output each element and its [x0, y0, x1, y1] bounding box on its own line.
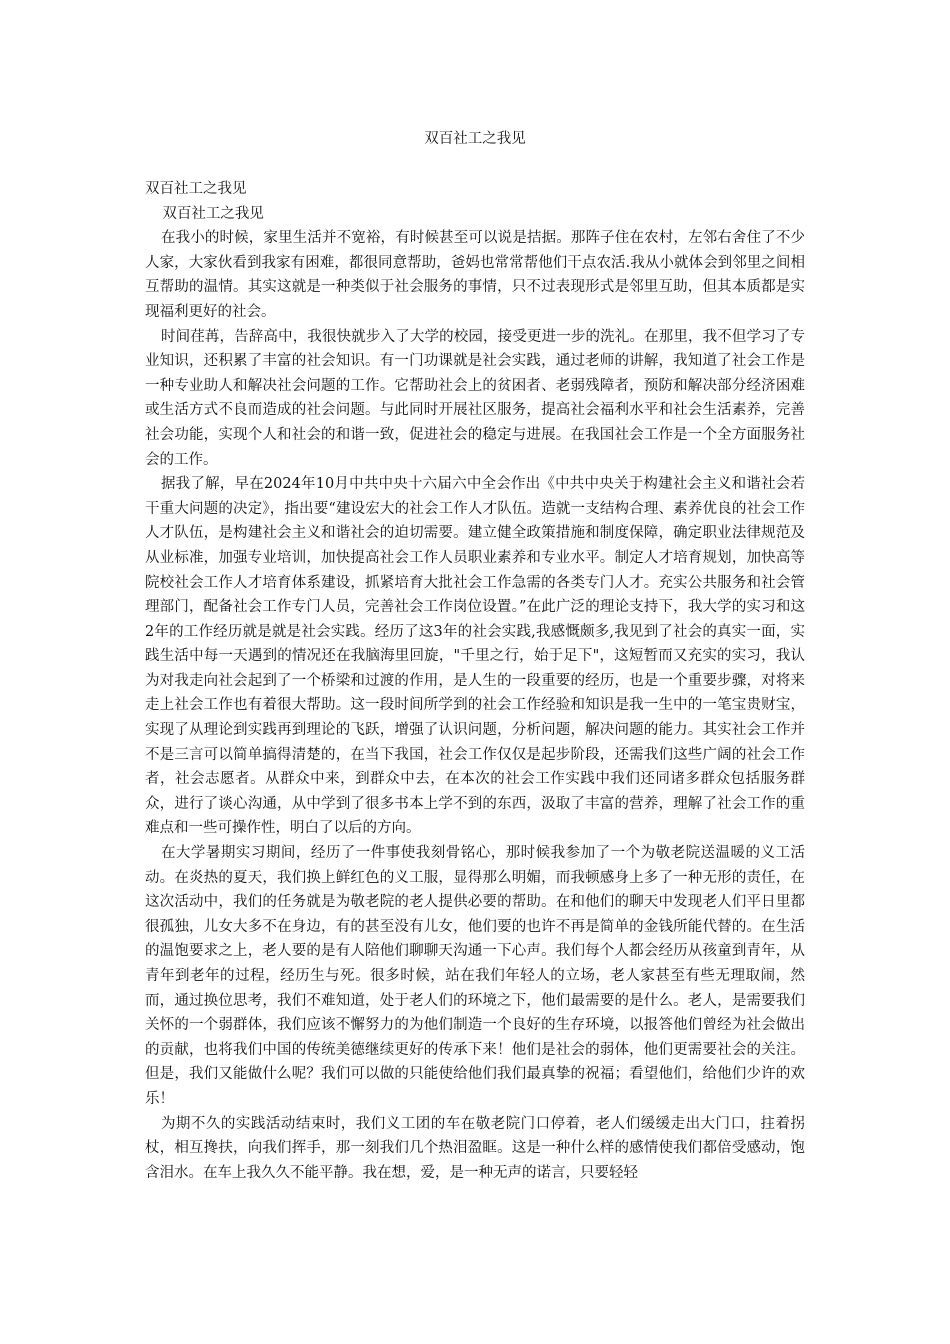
- document-body: [145, 177, 805, 1185]
- section-subheading: 双百社工之我见: [162, 205, 264, 222]
- paragraph-farewell: 为期不久的实践活动结束时，我们义工团的车在敬老院门口停着，老人们缓缓走出大门口，拄着拐杖，相互搀扶，向我们挥手，那一刻我们几个热泪盈眶。这是一种什么样的感情使我们都倍受感动，饱含泪水。在车上我久久不能平静。我在想，爱，是一种无声的诺言，只要轻轻: [145, 1115, 805, 1181]
- paragraph-policy: 据我了解，早在2024年10月中共中央十六届六中全会作出《中共中央关于构建社会主义和谐社会若干重大问题的决定》，指出要“建设宏大的社会工作人才队伍。造就一支结构合理、素养优良的社会工作人才队伍，是构建社会主义和谐社会的迫切需要。建立健全政策措施和制度保障，确定职业法律规范及从业标准，加强专业培训，加快提高社会工作人员职业素养和专业水平。制定人才培育规划，加快高等院校社会工作人才培育体系建设，抓紧培育大批社会工作急需的各类专门人才。充实公共服务和社会管理部门，配备社会工作专门人员，完善社会工作岗位设置。”在此广泛的理论支持下，我大学的实习和这2年的工作经历就是就是社会实践。经历了这3年的社会实践,我感慨颇多,我见到了社会的真实一面，实践生活中每一天遇到的情况还在我脑海里回旋，"千里之行，始于足下"，这短暂而又充实的实习，我认为对我走向社会起到了一个桥梁和过渡的作用，是人生的一段重要的经历，也是一个重要步骤，对将来走上社会工作也有着很大帮助。这一段时间所学到的社会工作经验和知识是我一生中的一笔宝贵财宝，实现了从理论到实践再到理论的飞跃，增强了认识问题，分析问题，解决问题的能力。其实社会工作并不是三言可以简单搞得清楚的，在当下我国，社会工作仅仅是起步阶段，还需我们这些广阔的社会工作者，社会志愿者。从群众中来，到群众中去，在本次的社会工作实践中我们还同诸多群众包括服务群众，进行了谈心沟通，从中学到了很多书本上学不到的东西，汲取了丰富的营养，理解了社会工作的重难点和一些可操作性，明白了以后的方向。: [145, 476, 805, 837]
- paragraph-volunteer: 在大学暑期实习期间，经历了一件事使我刻骨铭心，那时候我参加了一个为敬老院送温暖的义工活动。在炎热的夏天，我们换上鲜红色的义工服，显得那么明媚，而我顿感身上多了一种无形的责任，在这次活动中，我们的任务就是为敬老院的老人提供必要的帮助。在和他们的聊天中发现老人们平日里都很孤独，儿女大多不在身边，有的甚至没有儿女，他们要的也许不再是简单的金钱所能代替的。在生活的温饱要求之上，老人要的是有人陪他们聊聊天沟通一下心声。我们每个人都会经历从孩童到青年，从青年到老年的过程，经历生与死。很多时候，站在我们年轻人的立场，老人家甚至有些无理取闹，然而，通过换位思考，我们不难知道，处于老人们的环境之下，他们最需要的是什么。老人，是需要我们关怀的一个弱群体，我们应该不懈努力的为他们制造一个良好的生存环境，以报答他们曾经为社会做出的贡献，也将我们中国的传统美德继续更好的传承下来！他们是社会的弱体，他们更需要社会的关注。但是，我们又能做什么呢？我们可以做的只能使给他们我们最真挚的祝福；看望他们，给他们少许的欢乐！: [145, 845, 805, 1107]
- document-title: 双百社工之我见: [424, 131, 526, 147]
- section-heading: 双百社工之我见: [145, 181, 247, 197]
- paragraph-university: 时间荏苒，告辞高中，我很快就步入了大学的校园，接受更进一步的洗礼。在那里，我不但学习了专业知识，还积累了丰富的社会知识。有一门功课就是社会实践，通过老师的讲解，我知道了社会工作是一种专业助人和解决社会问题的工作。它帮助社会上的贫困者、老弱残障者，预防和解决部分经济困难或生活方式不良而造成的社会问题。与此同时开展社区服务，提高社会福利水平和社会生活素养，完善社会功能，实现个人和社会的和谐一致，促进社会的稳定与进展。在我国社会工作是一个全方面服务社会的工作。: [145, 328, 805, 468]
- paragraph-childhood: 在我小的时候，家里生活并不宽裕，有时候甚至可以说是拮据。那阵子住在农村，左邻右舍住了不少人家，大家伙看到我家有困难，都很同意帮助，爸妈也常常帮他们干点农活.我从小就体会到邻里之间相互帮助的温情。其实这就是一种类似于社会服务的事情，只不过表现形式是邻里互助，但其本质都是实现福利更好的社会。: [145, 230, 805, 320]
